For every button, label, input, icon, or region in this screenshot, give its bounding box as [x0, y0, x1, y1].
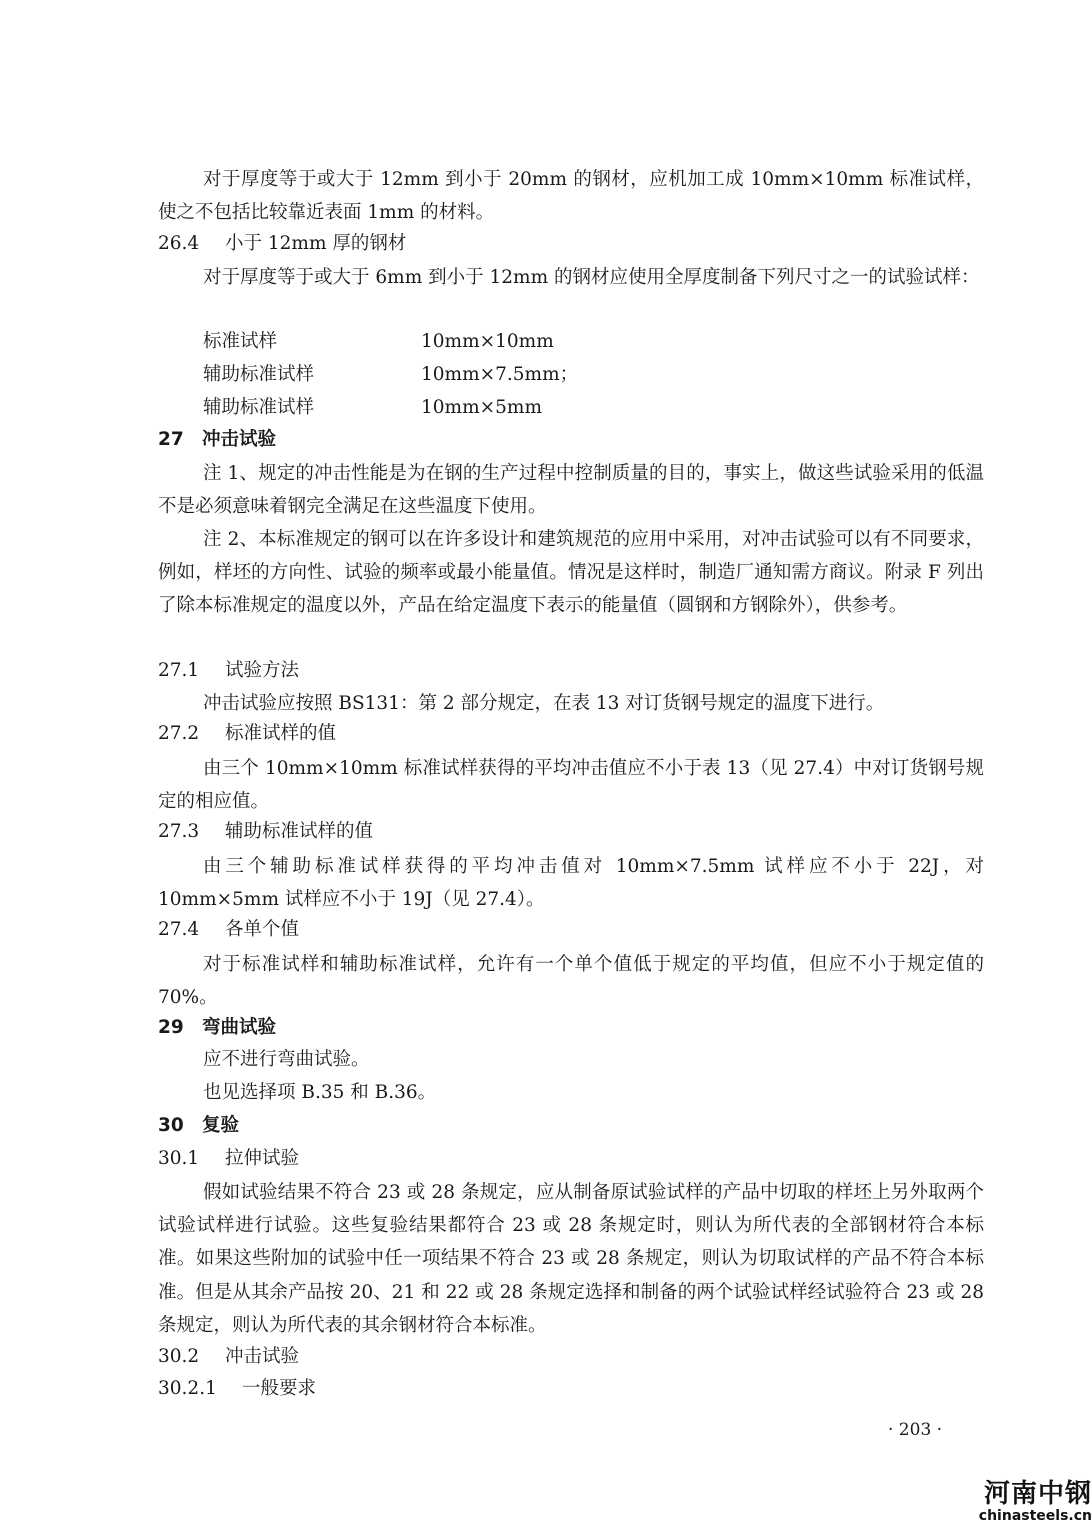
section-heading-30-2-1	[158, 1374, 316, 1404]
paragraph-27-1: 冲击试验应按照 BS131：第 2 部分规定，在表 13 对订货钢号规定的温度下进行。	[203, 693, 885, 714]
section-number: 30.1	[158, 1148, 200, 1169]
chapter-number: 27	[158, 429, 184, 450]
paragraph-thick-steel: 对于厚度等于或大于 12mm 到小于 20mm 的钢材，应机加工成 10mm×10mm 标准试样，使之不包括比较靠近表面 1mm 的材料。	[158, 169, 984, 224]
section-heading-26-4	[158, 229, 406, 259]
chapter-number: 30	[158, 1115, 184, 1136]
section-heading-30-1	[158, 1144, 299, 1174]
note-2: 注 2、本标准规定的钢可以在许多设计和建筑规范的应用中采用，对冲击试验可以有不同要求，例如，样坯的方向性、试验的频率或最小能量值。情况是这样时，制造厂通知需方商议。附录 F 列出了除本标准规定的温度以外，产品在给定温度下表示的能量值（圆钢和方钢除外），供参考。	[158, 529, 984, 617]
section-title: 冲击试验	[225, 1346, 300, 1367]
paragraph-29-a: 应不进行弯曲试验。	[203, 1049, 370, 1070]
chapter-heading-30	[158, 1111, 239, 1141]
section-title: 辅助标准试样的值	[225, 821, 374, 842]
chapter-title: 弯曲试验	[202, 1017, 277, 1038]
specimen-label: 标准试样	[203, 331, 278, 352]
section-heading-27-2	[158, 719, 336, 749]
chapter-number: 29	[158, 1017, 184, 1038]
section-heading-27-1	[158, 656, 299, 686]
chapter-title: 复验	[202, 1115, 240, 1136]
chapter-title: 冲击试验	[202, 429, 277, 450]
watermark-url: chinasteels.cn	[978, 1508, 1092, 1524]
specimen-label: 辅助标准试样	[203, 397, 315, 418]
specimen-size: 10mm×10mm	[421, 331, 554, 352]
section-number: 27.2	[158, 723, 200, 744]
section-number: 27.1	[158, 660, 200, 681]
specimen-row	[203, 393, 542, 423]
specimen-row	[203, 327, 554, 357]
section-number: 27.3	[158, 821, 200, 842]
section-title: 拉伸试验	[225, 1148, 300, 1169]
page-number: · 203 ·	[888, 1420, 943, 1440]
paragraph-30-1: 假如试验结果不符合 23 或 28 条规定，应从制备原试验试样的产品中切取的样坯上另外取两个试验试样进行试验。这些复验结果都符合 23 或 28 条规定时，则认为所代表的全部钢材符合本标准。如果这些附加的试验中任一项结果不符合 23 或 28 条规定，则认为切取试样的产品不符合本标准。但是从其余产品按 20、21 和 22 或 28 条规定选择和制备的两个试验试样经试验符合 23 或 28 条规定，则认为所代表的其余钢材符合本标准。	[158, 1182, 984, 1336]
section-title: 小于 12mm 厚的钢材	[225, 233, 407, 254]
section-heading-27-4	[158, 915, 299, 945]
section-title: 各单个值	[225, 919, 300, 940]
specimen-row	[203, 360, 578, 390]
section-title: 标准试样的值	[225, 723, 337, 744]
specimen-size: 10mm×5mm	[421, 397, 542, 418]
paragraph-thin-steel: 对于厚度等于或大于 6mm 到小于 12mm 的钢材应使用全厚度制备下列尺寸之一的试验试样：	[203, 267, 980, 288]
section-number: 30.2	[158, 1346, 200, 1367]
section-heading-27-3	[158, 817, 373, 847]
paragraph-27-3: 由三个辅助标准试样获得的平均冲击值对 10mm×7.5mm 试样应不小于 22J，对 10mm×5mm 试样应不小于 19J（见 27.4）。	[158, 856, 984, 911]
section-title: 一般要求	[242, 1378, 317, 1399]
section-number: 26.4	[158, 233, 200, 254]
section-title: 试验方法	[225, 660, 300, 681]
paragraph-29-b: 也见选择项 B.35 和 B.36。	[203, 1082, 437, 1103]
chapter-heading-29	[158, 1013, 276, 1043]
specimen-label: 辅助标准试样	[203, 364, 315, 385]
section-heading-30-2	[158, 1342, 299, 1372]
watermark-logo-text: 河南中钢	[983, 1479, 1092, 1509]
paragraph-27-2: 由三个 10mm×10mm 标准试样获得的平均冲击值应不小于表 13（见 27.4）中对订货钢号规定的相应值。	[158, 758, 984, 813]
section-number: 30.2.1	[158, 1378, 217, 1399]
chapter-heading-27	[158, 425, 276, 455]
site-watermark	[948, 1480, 1092, 1524]
specimen-size: 10mm×7.5mm；	[421, 364, 579, 385]
section-number: 27.4	[158, 919, 200, 940]
note-1: 注 1、规定的冲击性能是为在钢的生产过程中控制质量的目的，事实上，做这些试验采用的低温不是必须意味着钢完全满足在这些温度下使用。	[158, 463, 984, 518]
paragraph-27-4: 对于标准试样和辅助标准试样，允许有一个单个值低于规定的平均值，但应不小于规定值的 70%。	[158, 954, 984, 1009]
